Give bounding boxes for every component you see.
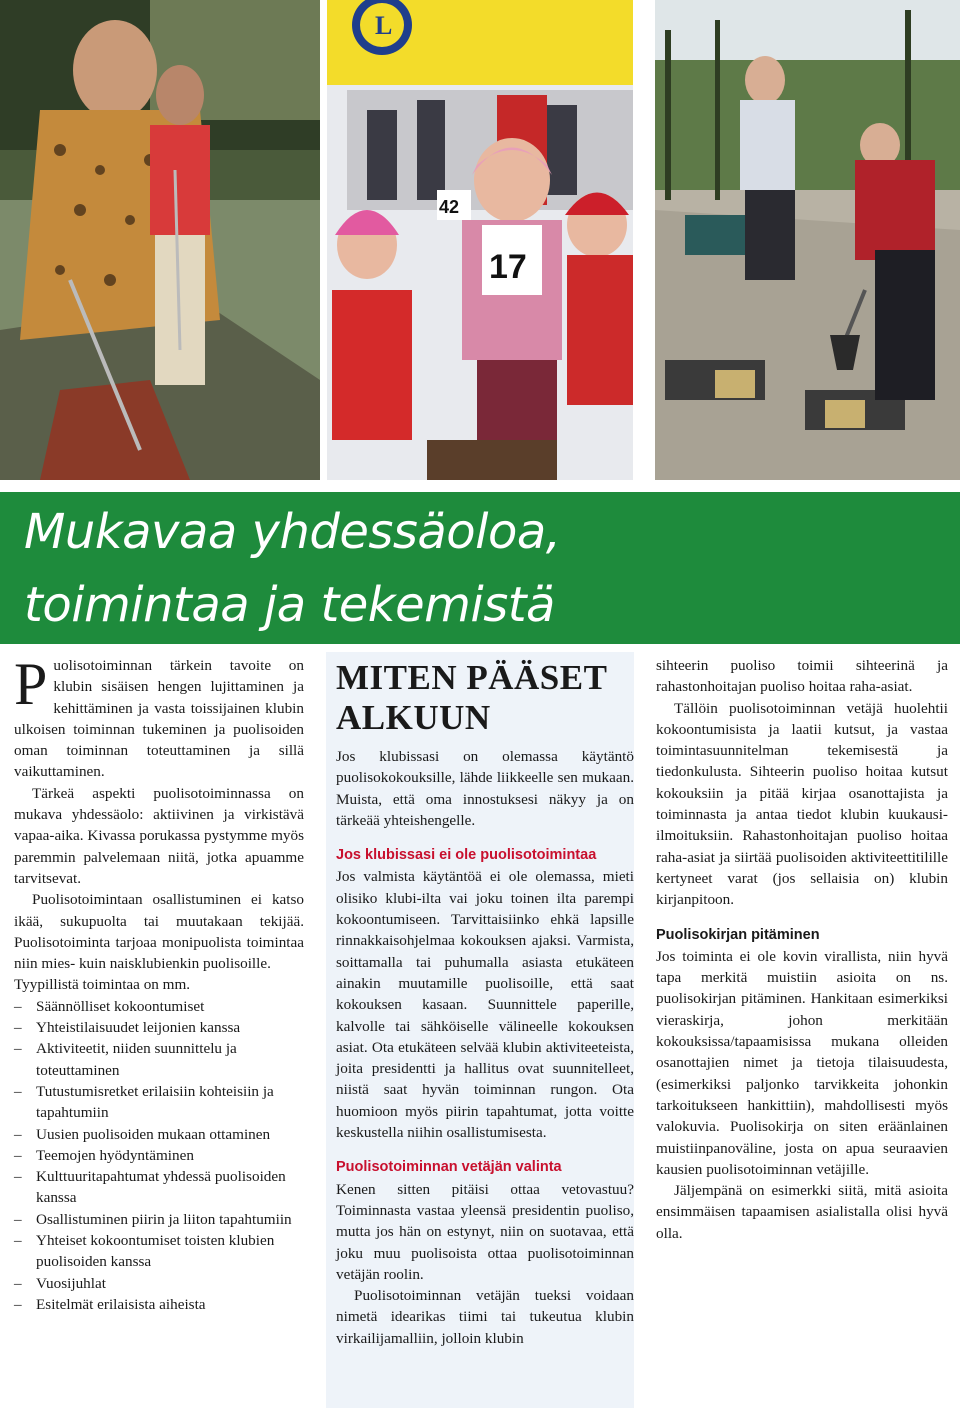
headline-line-2: toimintaa ja tekemistä (24, 577, 555, 633)
headline (24, 496, 561, 642)
subheading: Puolisokirjan pitäminen (656, 926, 820, 943)
list-item: – Vuosijuhlat (14, 1273, 304, 1294)
paragraph: Jos valmista käytäntöä ei ole olemassa, mieti olisiko klubi-ilta vai joku toinen ilta parempi kokoontumiseen. Tarvittaisiinko ehkä lapsille rinnakkaisohjelmaa kokouksen ajaksi. Varmista, soittamalla tai puhumalla asiasta etukäteen ainakin muutamille puolisoille, että saat kokouksen kasaan. Suunnittele paperille, kalvolle tai sähköiselle välineelle kokouksen asiat. Ota etukäteen selvää klubin aktiviteeteista, joita presidentti ja hallitus ovat suunnitelleet, niistä saat hyvän toiminnan rungon. Ota huomioon myös piirin tapahtumat, jotta voitte keskustella niihin osallistumisesta. (336, 868, 634, 1142)
paragraph: Puolisotoiminnan vetäjän tueksi voidaan nimetä idearikas tiimi tai tukeutua klubin virkailijamalliin, jolloin klubin (336, 1287, 634, 1347)
list-item: – Aktiviteetit, niiden suunnittelu ja toteuttaminen (14, 1038, 304, 1081)
paragraph: Tällöin puolisotoiminnan vetäjä huolehtii kokoontumisista ja laatii kutsut, ja vastaa toimintasuunnitelman tekemisestä ja tiedonkulusta. Sihteerin puoliso hoitaa kutsut kokouksiin ja pitää kirjaa osanottajista ja toiminnasta ja antaa tiedot klubin kuukausi-ilmoituksiin. Rahastonhoitajan puoliso hoitaa raha-asiat ja siirtää puolisoiden aktiviteettitilille kertyneet varat (jos sellaisia on) klubin kirjanpitoon. (656, 699, 948, 909)
paragraph: Jäljempänä on esimerkki siitä, mitä asioita ensimmäisen tapaamisen asialistalla olisi hyvä olla. (656, 1182, 948, 1242)
photo-minigolf-women (0, 0, 320, 480)
paragraph: Jos klubissasi on olemassa käytäntö puolisokokouksille, lähde liikkeelle sen mukaan. Muista, että oma innostuksesi näkyy ja on tärkeää yhteishengelle. (336, 748, 634, 829)
headline-line-1: Mukavaa yhdessäoloa, (24, 504, 561, 560)
photo-men-building-course (655, 0, 960, 480)
svg-text:17: 17 (489, 248, 527, 286)
headline-banner (0, 492, 960, 644)
list-item: – Esitelmät erilaisista aiheista (14, 1294, 304, 1315)
list-item: – Teemojen hyödyntäminen (14, 1145, 304, 1166)
list-item: – Säännölliset kokoontumiset (14, 996, 304, 1017)
subheading: Jos klubissasi ei ole puolisotoimintaa (336, 847, 597, 864)
drop-cap: P (14, 651, 48, 717)
list-item: – Tutustumisretket erilaisiin kohteisiin ja tapahtumiin (14, 1081, 304, 1124)
section-heading: MITEN PÄÄSET ALKUUN (336, 658, 608, 737)
paragraph: Jos toiminta ei ole kovin virallista, niin hyvä tapa merkitä muistiin asioita on ns. puolisokirjan pitäminen. Hankitaan esimerkiksi vieraskirja, johon merkitään kokouksissa/tapaamisissa mukana olleiden osanottajien nimet ja tietoja tilaisuudesta, (esimerkiksi paljonko tarvikkeita johonkin tarkoitukseen hankittiin), mahdollisesti myös valokuvia. Puolisokirja on siten eräänlainen muistiinpanoväline, josta on apua seuraavien kausien puolisotoiminnan vetäjille. (656, 947, 948, 1178)
article-column-3 (656, 655, 948, 1244)
list-item: – Yhteiset kokoontumiset toisten klubien puolisoiden kanssa (14, 1230, 304, 1273)
activity-list (14, 996, 304, 1315)
list-item: – Kulttuuritapahtumat yhdessä puolisoiden kanssa (14, 1166, 304, 1209)
article-column-2 (326, 652, 634, 1408)
list-intro: Tyypillistä toimintaa on mm. (14, 976, 191, 994)
list-item: – Yhteistilaisuudet leijonien kanssa (14, 1017, 304, 1038)
subheading: Puolisotoiminnan vetäjän valinta (336, 1159, 562, 1176)
list-item: – Uusien puolisoiden mukaan ottaminen (14, 1124, 304, 1145)
photo-children-skiing (327, 0, 633, 480)
svg-text:42: 42 (439, 197, 460, 217)
paragraph: Tärkeä aspekti puolisotoiminnassa on mukava yhdessäolo: aktiivinen ja virkistävä vapaa-aika. Kivassa porukassa pystymme myös paremmin palvelemaan niitä, jotka apuamme tarvitsevat. (14, 784, 304, 887)
intro-paragraph: Puolisotoiminnan tärkein tavoite on klubin sisäisen hengen lujittaminen ja kehittäminen ja vasta toissijainen klubin ulkoisen toiminnan tukeminen ja puolisoiden oman toiminnan toteuttaminen ja sillä vaikuttaminen. (14, 651, 304, 781)
list-item: – Osallistuminen piirin ja liiton tapahtumiin (14, 1209, 304, 1230)
paragraph: Puolisotoimintaan osallistuminen ei katso ikää, sukupuolta tai muutakaan tekijää. Puolisotoiminta tarjoaa monipuolista toimintaa niin mies- kuin naisklubienkin puolisoille. (14, 891, 304, 973)
paragraph: Kenen sitten pitäisi ottaa vetovastuu? Toiminnasta vastaa yleensä presidentin puoliso, mutta jos hän on estynyt, niin on suotavaa, että joku muu puolisoista ottaa puolisotoiminnan vetäjän roolin. (336, 1180, 634, 1283)
paragraph: sihteerin puoliso toimii sihteerinä ja rahastonhoitajan puoliso hoitaa raha-asiat. (656, 657, 948, 696)
svg-text:L: L (375, 11, 393, 40)
article-column-1 (14, 651, 304, 1315)
